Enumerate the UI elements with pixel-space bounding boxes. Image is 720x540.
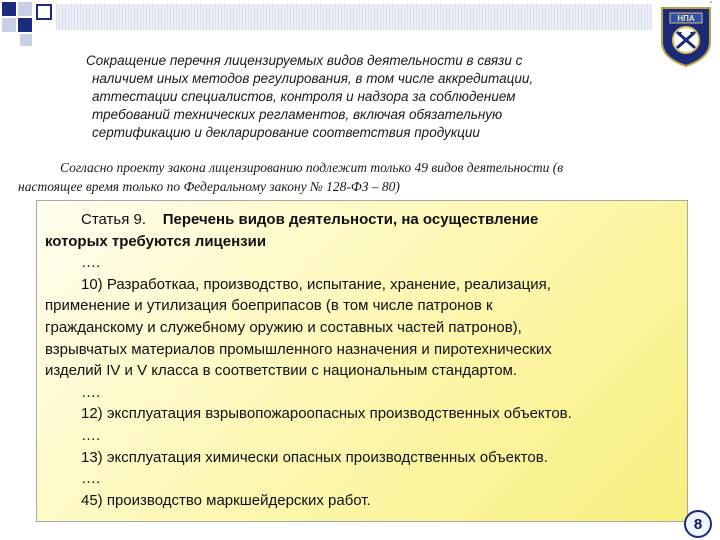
heading-line: аттестации специалистов, контроля и надзора за соблюдением: [92, 89, 516, 104]
intro-line: Согласно проекту закона лицензированию подлежит только 49 видов деятельности (в: [60, 160, 564, 175]
list-item-45: 45) производство маркшейдерских работ.: [81, 491, 371, 509]
decor-square: [2, 18, 16, 32]
ellipsis: ….: [81, 383, 101, 401]
decor-square: [18, 18, 32, 32]
page-number-badge: 8: [684, 510, 712, 538]
list-item-12: 12) эксплуатация взрывопожароопасных производственных объектов.: [81, 405, 572, 423]
list-item-10-continued: взрывчатых материалов промышленного назначения и пиротехнических: [45, 340, 552, 358]
article-title-line: [45, 209, 677, 231]
ellipsis: ….: [81, 254, 101, 272]
ellipsis: ….: [81, 426, 101, 444]
decor-square: [2, 2, 16, 16]
header-stripe-bar: [56, 4, 652, 30]
decor-square: [18, 2, 32, 16]
heading-line: требований технических регламентов, включая обязательную: [92, 107, 503, 122]
logo-text: НПА: [677, 14, 695, 23]
intro-line: настоящее время только по Федеральному закону № 128-ФЗ – 80): [18, 179, 400, 194]
slide-heading: [60, 52, 660, 142]
heading-line: Сокращение перечня лицензируемых видов деятельности в связи с: [86, 53, 523, 68]
logo-shield-icon: [658, 2, 714, 68]
decor-square: [36, 4, 52, 20]
list-item-10: 10) Разработкаа, производство, испытание, хранение, реализация,: [81, 275, 551, 293]
ellipsis: ….: [81, 470, 101, 488]
heading-line: наличием иных методов регулирования, в том числе аккредитации,: [92, 71, 534, 86]
intro-paragraph: [18, 158, 698, 196]
list-item-10-continued: гражданскому и служебному оружию и составных частей патронов),: [45, 318, 522, 336]
article-number: Статья 9.: [81, 211, 147, 228]
organization-logo: [658, 2, 714, 68]
decor-square: [20, 34, 32, 46]
corner-mark: ': [710, 0, 712, 11]
heading-line: сертификацию и декларирование соответствия продукции: [92, 125, 480, 140]
list-item-10-continued: применение и утилизация боеприпасов (в том числе патронов к: [45, 297, 493, 315]
article-box: [36, 200, 688, 522]
article-title: Перечень видов деятельности, на осуществление: [162, 211, 539, 228]
list-item-13: 13) эксплуатация химически опасных производственных объектов.: [81, 448, 548, 466]
article-title-continued: которых требуются лицензии: [45, 232, 267, 250]
list-item-10-continued: изделий IV и V класса в соответствии с национальным стандартом.: [45, 362, 518, 380]
